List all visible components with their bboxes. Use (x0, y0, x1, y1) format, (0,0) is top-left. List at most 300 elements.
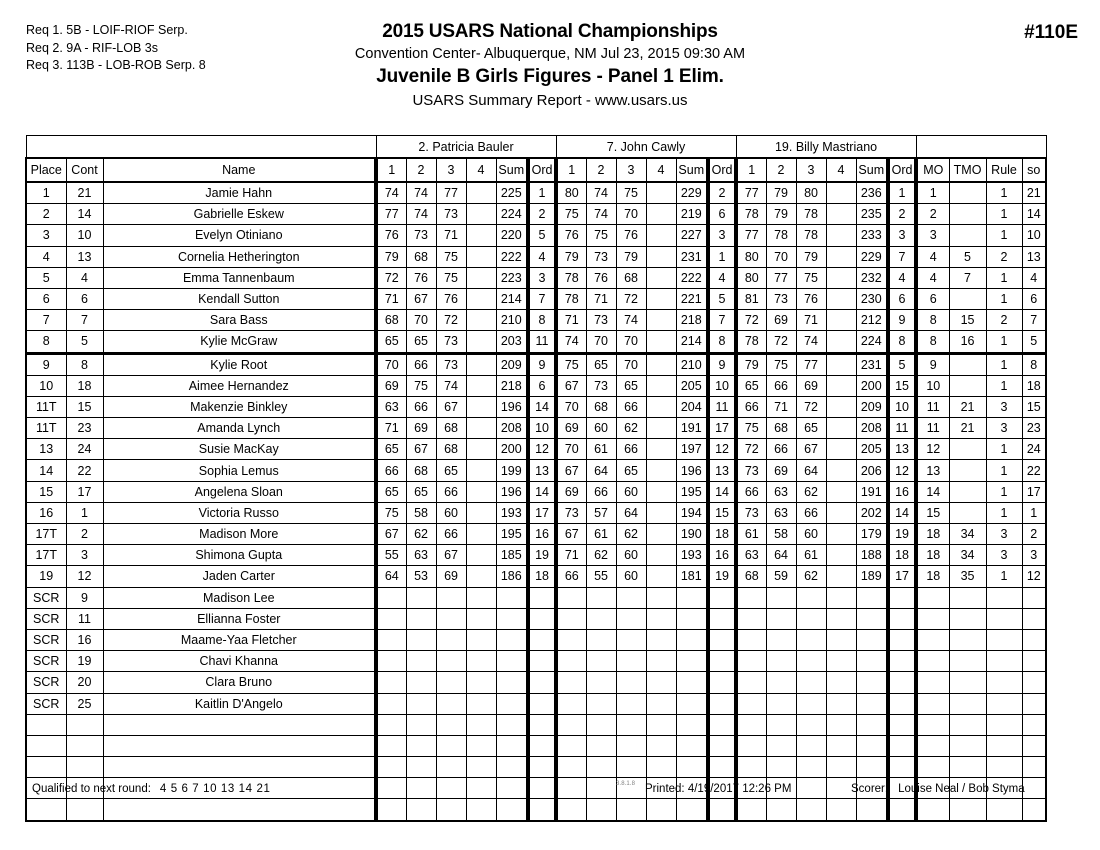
cell-j2-sum: 210 (676, 353, 708, 375)
cell-skater-name: Sophia Lemus (103, 460, 376, 481)
cell-j1-fig4 (466, 735, 496, 756)
cell-j3-sum (856, 651, 888, 672)
cell-j2-sum (676, 757, 708, 778)
cell-j2-fig3: 66 (616, 439, 646, 460)
cell-j1-sum (496, 714, 528, 735)
cell-j1-sum (496, 629, 528, 650)
cell-j2-ord: 3 (708, 225, 736, 246)
event-title: 2015 USARS National Championships (382, 21, 718, 42)
cell-j2-ord (708, 757, 736, 778)
cell-j1-fig4 (466, 672, 496, 693)
cell-j3-fig1 (736, 714, 766, 735)
cell-j2-fig3 (616, 587, 646, 608)
cell-j3-fig4 (826, 182, 856, 204)
cell-skater-name: Kylie McGraw (103, 331, 376, 353)
cell-j3-fig3: 69 (796, 375, 826, 396)
cell-j1-fig2 (406, 799, 436, 821)
cell-j2-fig1: 78 (556, 267, 586, 288)
cell-j2-ord: 4 (708, 267, 736, 288)
cell-rule: 1 (986, 288, 1022, 309)
cell-j3-fig2: 75 (766, 353, 796, 375)
cell-j1-sum: 185 (496, 545, 528, 566)
cell-j3-ord: 17 (888, 566, 916, 587)
cell-j2-ord: 2 (708, 182, 736, 204)
cell-j1-fig3: 75 (436, 267, 466, 288)
cell-j1-fig4 (466, 246, 496, 267)
cell-mo (916, 735, 949, 756)
cell-j2-sum: 194 (676, 502, 708, 523)
cell-j1-fig4 (466, 693, 496, 714)
cell-j2-sum: 195 (676, 481, 708, 502)
cell-place: 6 (26, 288, 66, 309)
cell-j2-sum: 196 (676, 460, 708, 481)
cell-j1-fig1: 77 (376, 204, 406, 225)
cell-mo: 1 (916, 182, 949, 204)
cell-j3-fig2: 70 (766, 246, 796, 267)
cell-skater-name: Chavi Khanna (103, 651, 376, 672)
cell-j2-fig1: 73 (556, 502, 586, 523)
cell-j2-fig4 (646, 418, 676, 439)
cell-j2-fig1: 66 (556, 566, 586, 587)
cell-j3-fig3: 71 (796, 310, 826, 331)
cell-j3-fig4 (826, 735, 856, 756)
cell-j2-fig4 (646, 246, 676, 267)
cell-j3-fig3: 61 (796, 545, 826, 566)
cell-place: SCR (26, 651, 66, 672)
cell-place: SCR (26, 693, 66, 714)
cell-so: 12 (1022, 566, 1046, 587)
cell-skater-name: Ellianna Foster (103, 608, 376, 629)
cell-skater-name: Emma Tannenbaum (103, 267, 376, 288)
header-j2-t3: 3 (616, 158, 646, 182)
cell-cont: 6 (66, 288, 103, 309)
cell-j3-fig4 (826, 460, 856, 481)
cell-j3-sum: 229 (856, 246, 888, 267)
cell-j1-fig2: 66 (406, 396, 436, 417)
cell-j1-ord: 12 (528, 439, 556, 460)
cell-mo: 18 (916, 566, 949, 587)
cell-j3-ord: 3 (888, 225, 916, 246)
cell-cont: 11 (66, 608, 103, 629)
cell-j3-fig2: 78 (766, 225, 796, 246)
cell-j1-fig4 (466, 225, 496, 246)
cell-j3-sum: 235 (856, 204, 888, 225)
cell-tmo (949, 182, 986, 204)
cell-j2-fig1 (556, 672, 586, 693)
cell-j2-fig4 (646, 225, 676, 246)
table-row (26, 353, 1046, 375)
cell-rule: 3 (986, 396, 1022, 417)
cell-j2-fig4 (646, 714, 676, 735)
cell-mo: 4 (916, 267, 949, 288)
cell-j3-ord: 9 (888, 310, 916, 331)
event-venue-date: Convention Center- Albuquerque, NM Jul 23, 2015 09:30 AM (354, 46, 746, 62)
cell-j1-sum (496, 587, 528, 608)
cell-j2-fig2 (586, 672, 616, 693)
event-division: Juvenile B Girls Figures - Panel 1 Elim. (376, 66, 724, 87)
cell-place (26, 799, 66, 821)
cell-j3-fig3 (796, 714, 826, 735)
cell-so: 14 (1022, 204, 1046, 225)
cell-j2-ord (708, 672, 736, 693)
cell-j2-fig2 (586, 629, 616, 650)
cell-j2-fig3: 64 (616, 502, 646, 523)
cell-j1-fig1: 65 (376, 331, 406, 353)
cell-so: 6 (1022, 288, 1046, 309)
cell-tmo (949, 672, 986, 693)
cell-j3-fig1 (736, 757, 766, 778)
cell-j2-fig1: 75 (556, 353, 586, 375)
cell-so: 18 (1022, 375, 1046, 396)
cell-j2-fig1: 75 (556, 204, 586, 225)
cell-j1-fig2 (406, 587, 436, 608)
cell-j3-fig4 (826, 353, 856, 375)
cell-j1-fig3: 76 (436, 288, 466, 309)
report-header (0, 0, 1100, 118)
cell-j2-fig1: 70 (556, 439, 586, 460)
cell-j3-fig4 (826, 502, 856, 523)
cell-j1-fig1: 74 (376, 182, 406, 204)
cell-j1-fig1: 70 (376, 353, 406, 375)
cell-j2-fig3: 60 (616, 481, 646, 502)
cell-tmo (949, 439, 986, 460)
header-j2-t4: 4 (646, 158, 676, 182)
cell-j2-fig4 (646, 693, 676, 714)
cell-j2-fig3: 70 (616, 204, 646, 225)
cell-so: 17 (1022, 481, 1046, 502)
cell-j1-ord (528, 651, 556, 672)
cell-j1-fig1 (376, 693, 406, 714)
cell-cont: 5 (66, 331, 103, 353)
cell-j3-fig1: 78 (736, 204, 766, 225)
cell-j3-fig4 (826, 204, 856, 225)
cell-j1-fig4 (466, 651, 496, 672)
cell-j3-fig4 (826, 225, 856, 246)
cell-j1-fig1: 69 (376, 375, 406, 396)
table-row (26, 672, 1046, 693)
cell-j1-sum (496, 757, 528, 778)
cell-j2-fig4 (646, 375, 676, 396)
cell-skater-name: Aimee Hernandez (103, 375, 376, 396)
cell-j3-fig1 (736, 693, 766, 714)
cell-j3-sum: 189 (856, 566, 888, 587)
cell-skater-name: Kaitlin D'Angelo (103, 693, 376, 714)
cell-j3-ord: 13 (888, 439, 916, 460)
cell-j3-fig4 (826, 481, 856, 502)
cell-j3-fig1: 66 (736, 481, 766, 502)
cell-j1-fig3 (436, 651, 466, 672)
cell-so: 5 (1022, 331, 1046, 353)
cell-j1-fig2 (406, 735, 436, 756)
cell-j1-sum (496, 608, 528, 629)
cell-j1-sum: 218 (496, 375, 528, 396)
cell-j1-fig1 (376, 757, 406, 778)
cell-mo: 13 (916, 460, 949, 481)
cell-j1-ord: 8 (528, 310, 556, 331)
cell-j2-ord (708, 799, 736, 821)
cell-rule (986, 587, 1022, 608)
cell-j2-fig1 (556, 714, 586, 735)
cell-j1-sum: 203 (496, 331, 528, 353)
cell-j3-fig1 (736, 799, 766, 821)
cell-j2-fig3: 65 (616, 460, 646, 481)
cell-j2-fig3: 62 (616, 524, 646, 545)
cell-j2-fig2: 55 (586, 566, 616, 587)
cell-rule: 1 (986, 225, 1022, 246)
cell-j2-fig3 (616, 629, 646, 650)
cell-place: 1 (26, 182, 66, 204)
cell-j3-fig1: 79 (736, 353, 766, 375)
cell-mo (916, 672, 949, 693)
cell-j2-fig2: 73 (586, 246, 616, 267)
cell-j1-fig3 (436, 608, 466, 629)
cell-j3-fig2 (766, 799, 796, 821)
cell-place: 9 (26, 353, 66, 375)
cell-j3-ord (888, 799, 916, 821)
cell-j1-fig4 (466, 799, 496, 821)
cell-j1-fig1: 66 (376, 460, 406, 481)
cell-j3-ord (888, 587, 916, 608)
cell-j3-sum: 206 (856, 460, 888, 481)
cell-tmo (949, 799, 986, 821)
cell-j1-sum: 209 (496, 353, 528, 375)
cell-rule (986, 651, 1022, 672)
cell-j2-fig2: 76 (586, 267, 616, 288)
cell-mo: 14 (916, 481, 949, 502)
cell-rule (986, 672, 1022, 693)
cell-j3-ord (888, 608, 916, 629)
cell-skater-name: Gabrielle Eskew (103, 204, 376, 225)
cell-place: 2 (26, 204, 66, 225)
table-row (26, 331, 1046, 353)
cell-j2-sum (676, 799, 708, 821)
cell-j3-sum: 212 (856, 310, 888, 331)
cell-skater-name: Cornelia Hetherington (103, 246, 376, 267)
cell-j2-sum: 191 (676, 418, 708, 439)
cell-j3-fig4 (826, 629, 856, 650)
qualified-line (32, 783, 270, 795)
title-block (0, 20, 1100, 112)
cell-j3-fig3: 65 (796, 418, 826, 439)
cell-j3-sum: 224 (856, 331, 888, 353)
cell-j3-fig3: 79 (796, 246, 826, 267)
cell-so: 13 (1022, 246, 1046, 267)
cell-j3-sum: 205 (856, 439, 888, 460)
cell-j2-fig2: 74 (586, 182, 616, 204)
cell-j3-ord: 14 (888, 502, 916, 523)
cell-tmo (949, 714, 986, 735)
cell-j3-fig1: 65 (736, 375, 766, 396)
cell-j3-fig2: 66 (766, 439, 796, 460)
cell-skater-name: Jaden Carter (103, 566, 376, 587)
cell-j2-fig1 (556, 608, 586, 629)
cell-j3-fig1 (736, 608, 766, 629)
cell-j3-fig1: 73 (736, 502, 766, 523)
judge-banner-tail (916, 136, 1046, 159)
cell-rule: 3 (986, 545, 1022, 566)
cell-place: SCR (26, 629, 66, 650)
cell-skater-name: Angelena Sloan (103, 481, 376, 502)
cell-j1-sum: 186 (496, 566, 528, 587)
cell-j3-ord: 6 (888, 288, 916, 309)
cell-j1-fig2: 67 (406, 288, 436, 309)
header-j3-t4: 4 (826, 158, 856, 182)
cell-rule: 1 (986, 353, 1022, 375)
table-row (26, 651, 1046, 672)
judge-banner-spacer (26, 136, 376, 159)
cell-cont: 21 (66, 182, 103, 204)
cell-j3-fig4 (826, 246, 856, 267)
cell-j3-ord: 16 (888, 481, 916, 502)
cell-j1-fig3: 67 (436, 545, 466, 566)
cell-place (26, 757, 66, 778)
cell-j3-fig1: 61 (736, 524, 766, 545)
cell-j1-ord: 17 (528, 502, 556, 523)
cell-j2-ord: 10 (708, 375, 736, 396)
requirement-line-1: Req 1. 5B - LOIF-RIOF Serp. (26, 23, 188, 37)
cell-j3-fig2: 77 (766, 267, 796, 288)
cell-j2-fig2: 74 (586, 204, 616, 225)
table-row (26, 545, 1046, 566)
cell-j2-fig2: 62 (586, 545, 616, 566)
cell-j2-fig1: 78 (556, 288, 586, 309)
cell-j1-fig2: 65 (406, 481, 436, 502)
table-row (26, 439, 1046, 460)
cell-j1-fig3: 71 (436, 225, 466, 246)
cell-j3-sum (856, 587, 888, 608)
cell-j1-ord: 6 (528, 375, 556, 396)
cell-j2-fig3: 70 (616, 353, 646, 375)
cell-j3-fig4 (826, 693, 856, 714)
cell-j2-fig4 (646, 267, 676, 288)
cell-j3-ord: 12 (888, 460, 916, 481)
cell-j2-fig1: 67 (556, 460, 586, 481)
cell-cont: 4 (66, 267, 103, 288)
cell-so: 2 (1022, 524, 1046, 545)
cell-j3-fig4 (826, 375, 856, 396)
cell-j3-sum: 200 (856, 375, 888, 396)
cell-j2-fig1 (556, 757, 586, 778)
cell-j1-fig4 (466, 182, 496, 204)
cell-j3-ord: 19 (888, 524, 916, 545)
cell-j3-fig4 (826, 418, 856, 439)
cell-j3-sum: 202 (856, 502, 888, 523)
cell-j1-fig1 (376, 608, 406, 629)
cell-j1-sum: 195 (496, 524, 528, 545)
judge-name-1: 2. Patricia Bauler (376, 136, 556, 159)
cell-j2-fig1: 69 (556, 418, 586, 439)
cell-j2-fig3: 75 (616, 182, 646, 204)
cell-so: 21 (1022, 182, 1046, 204)
cell-j2-ord: 17 (708, 418, 736, 439)
cell-place: 4 (26, 246, 66, 267)
cell-j2-fig4 (646, 481, 676, 502)
cell-j3-fig2: 63 (766, 481, 796, 502)
table-row (26, 396, 1046, 417)
cell-j2-fig1: 80 (556, 182, 586, 204)
cell-j3-fig1 (736, 587, 766, 608)
cell-cont: 1 (66, 502, 103, 523)
cell-j2-fig3 (616, 757, 646, 778)
cell-j1-fig3: 60 (436, 502, 466, 523)
table-row (26, 587, 1046, 608)
cell-j2-fig2: 73 (586, 375, 616, 396)
cell-j2-fig3: 66 (616, 396, 646, 417)
cell-j3-fig4 (826, 651, 856, 672)
cell-j3-fig3 (796, 629, 826, 650)
cell-rule: 1 (986, 460, 1022, 481)
cell-j1-fig2: 58 (406, 502, 436, 523)
header-j2-t2: 2 (586, 158, 616, 182)
header-j2-t1: 1 (556, 158, 586, 182)
cell-j1-fig1: 76 (376, 225, 406, 246)
cell-j3-fig4 (826, 566, 856, 587)
cell-j3-fig3: 80 (796, 182, 826, 204)
cell-tmo: 5 (949, 246, 986, 267)
cell-j2-fig3: 74 (616, 310, 646, 331)
cell-j2-fig1: 76 (556, 225, 586, 246)
cell-skater-name: Susie MacKay (103, 439, 376, 460)
cell-mo: 11 (916, 418, 949, 439)
cell-j2-fig1 (556, 735, 586, 756)
header-j3-t2: 2 (766, 158, 796, 182)
cell-j1-sum: 196 (496, 481, 528, 502)
cell-j3-fig3: 67 (796, 439, 826, 460)
cell-j1-fig1: 65 (376, 481, 406, 502)
cell-cont: 3 (66, 545, 103, 566)
cell-j3-sum: 179 (856, 524, 888, 545)
cell-j1-fig2: 62 (406, 524, 436, 545)
cell-j2-fig2 (586, 651, 616, 672)
header-j1-ord: Ord (528, 158, 556, 182)
cell-j3-fig3: 78 (796, 204, 826, 225)
header-j2-sum: Sum (676, 158, 708, 182)
cell-j1-fig2: 70 (406, 310, 436, 331)
cell-mo (916, 587, 949, 608)
cell-skater-name: Shimona Gupta (103, 545, 376, 566)
cell-j1-fig4 (466, 481, 496, 502)
cell-j2-fig3: 65 (616, 375, 646, 396)
cell-place: 17T (26, 524, 66, 545)
cell-j2-fig3: 62 (616, 418, 646, 439)
table-row (26, 310, 1046, 331)
cell-j3-fig2: 72 (766, 331, 796, 353)
table-row (26, 375, 1046, 396)
header-so: so (1022, 158, 1046, 182)
cell-so: 24 (1022, 439, 1046, 460)
cell-j1-ord: 3 (528, 267, 556, 288)
cell-j2-ord: 13 (708, 460, 736, 481)
cell-skater-name (103, 735, 376, 756)
table-row (26, 418, 1046, 439)
cell-j1-fig1 (376, 735, 406, 756)
cell-j1-sum: 224 (496, 204, 528, 225)
cell-j1-sum: 196 (496, 396, 528, 417)
cell-j2-fig3: 60 (616, 566, 646, 587)
cell-tmo (949, 608, 986, 629)
cell-rule (986, 629, 1022, 650)
qualified-label: Qualified to next round: (32, 783, 151, 795)
cell-j3-fig3: 72 (796, 396, 826, 417)
cell-j1-fig2: 73 (406, 225, 436, 246)
cell-so (1022, 735, 1046, 756)
cell-j2-ord (708, 608, 736, 629)
cell-j1-ord: 11 (528, 331, 556, 353)
cell-j1-fig3: 74 (436, 375, 466, 396)
cell-j1-sum (496, 672, 528, 693)
cell-j3-sum (856, 693, 888, 714)
cell-j3-fig1 (736, 735, 766, 756)
